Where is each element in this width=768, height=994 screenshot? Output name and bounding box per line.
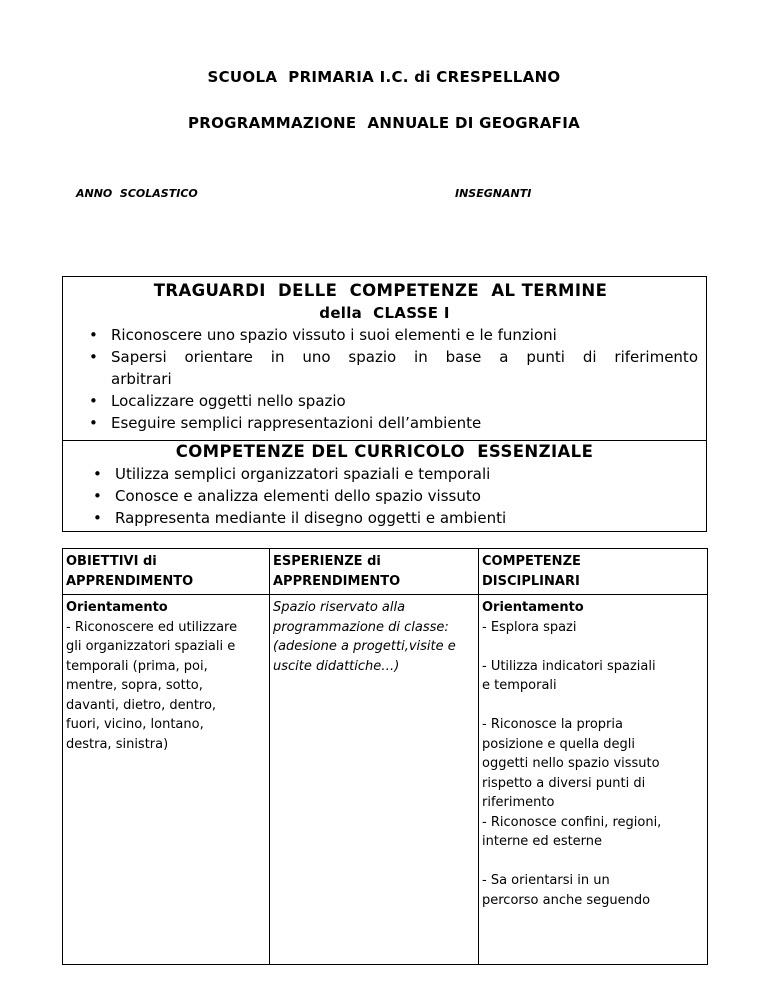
list-item: • Eseguire semplici rappresentazioni dell’ambiente (111, 412, 698, 434)
table-header-row (63, 549, 708, 595)
list-item-continuation: arbitrari (111, 370, 172, 388)
cell-obiettivi: Orientamento - Riconoscere ed utilizzare gli organizzatori spaziali e temporali (prima, poi, mentre, sopra, sotto, davanti, dietro, dentro, fuori, vicino, lontano, destra, sinistra) (63, 595, 270, 965)
program-title: PROGRAMMAZIONE ANNUALE DI GEOGRAFIA (187, 114, 581, 132)
curricolo-box (62, 440, 707, 532)
list-item: • Sapersi orientare in uno spazio in base a punti di riferimento (111, 346, 698, 368)
traguardi-box (62, 276, 707, 441)
list-item: • Localizzare oggetti nello spazio (111, 390, 698, 412)
list-item: • Rappresenta mediante il disegno oggetti e ambienti (115, 507, 706, 529)
school-name: SCUOLA PRIMARIA I.C. di CRESPELLANO (207, 68, 561, 86)
cell-esperienze: Spazio riservato alla programmazione di classe: (adesione a progetti,visite e uscite didattiche…) (270, 595, 479, 965)
list-item: • Utilizza semplici organizzatori spaziali e temporali (115, 463, 706, 485)
programming-table (62, 548, 708, 965)
cell-competenze: Orientamento - Esplora spazi - Utilizza indicatori spaziali e temporali - Riconosce la propria posizione e quella degli oggetti nello spazio vissuto rispetto a diversi punti di riferimento - Riconosce confini, regioni, interne ed esterne - Sa orientarsi in un percorso anche seguendo (479, 595, 708, 965)
list-item: • Riconoscere uno spazio vissuto i suoi elementi e le funzioni (111, 324, 698, 346)
anno-scolastico-label: ANNO SCOLASTICO (76, 187, 198, 200)
traguardi-title: TRAGUARDI DELLE COMPETENZE AL TERMINE (153, 281, 608, 300)
header-competenze: COMPETENZE DISCIPLINARI (479, 549, 708, 595)
insegnanti-label: INSEGNANTI (455, 187, 532, 200)
table-row (63, 595, 708, 965)
header-esperienze: ESPERIENZE di APPRENDIMENTO (270, 549, 479, 595)
header-obiettivi: OBIETTIVI di APPRENDIMENTO (63, 549, 270, 595)
traguardi-list (89, 324, 698, 434)
curricolo-title: COMPETENZE DEL CURRICOLO ESSENZIALE (175, 442, 594, 461)
list-item: • Conosce e analizza elementi dello spazio vissuto (115, 485, 706, 507)
traguardi-subtitle: della CLASSE I (319, 304, 450, 322)
curricolo-list (93, 463, 706, 529)
